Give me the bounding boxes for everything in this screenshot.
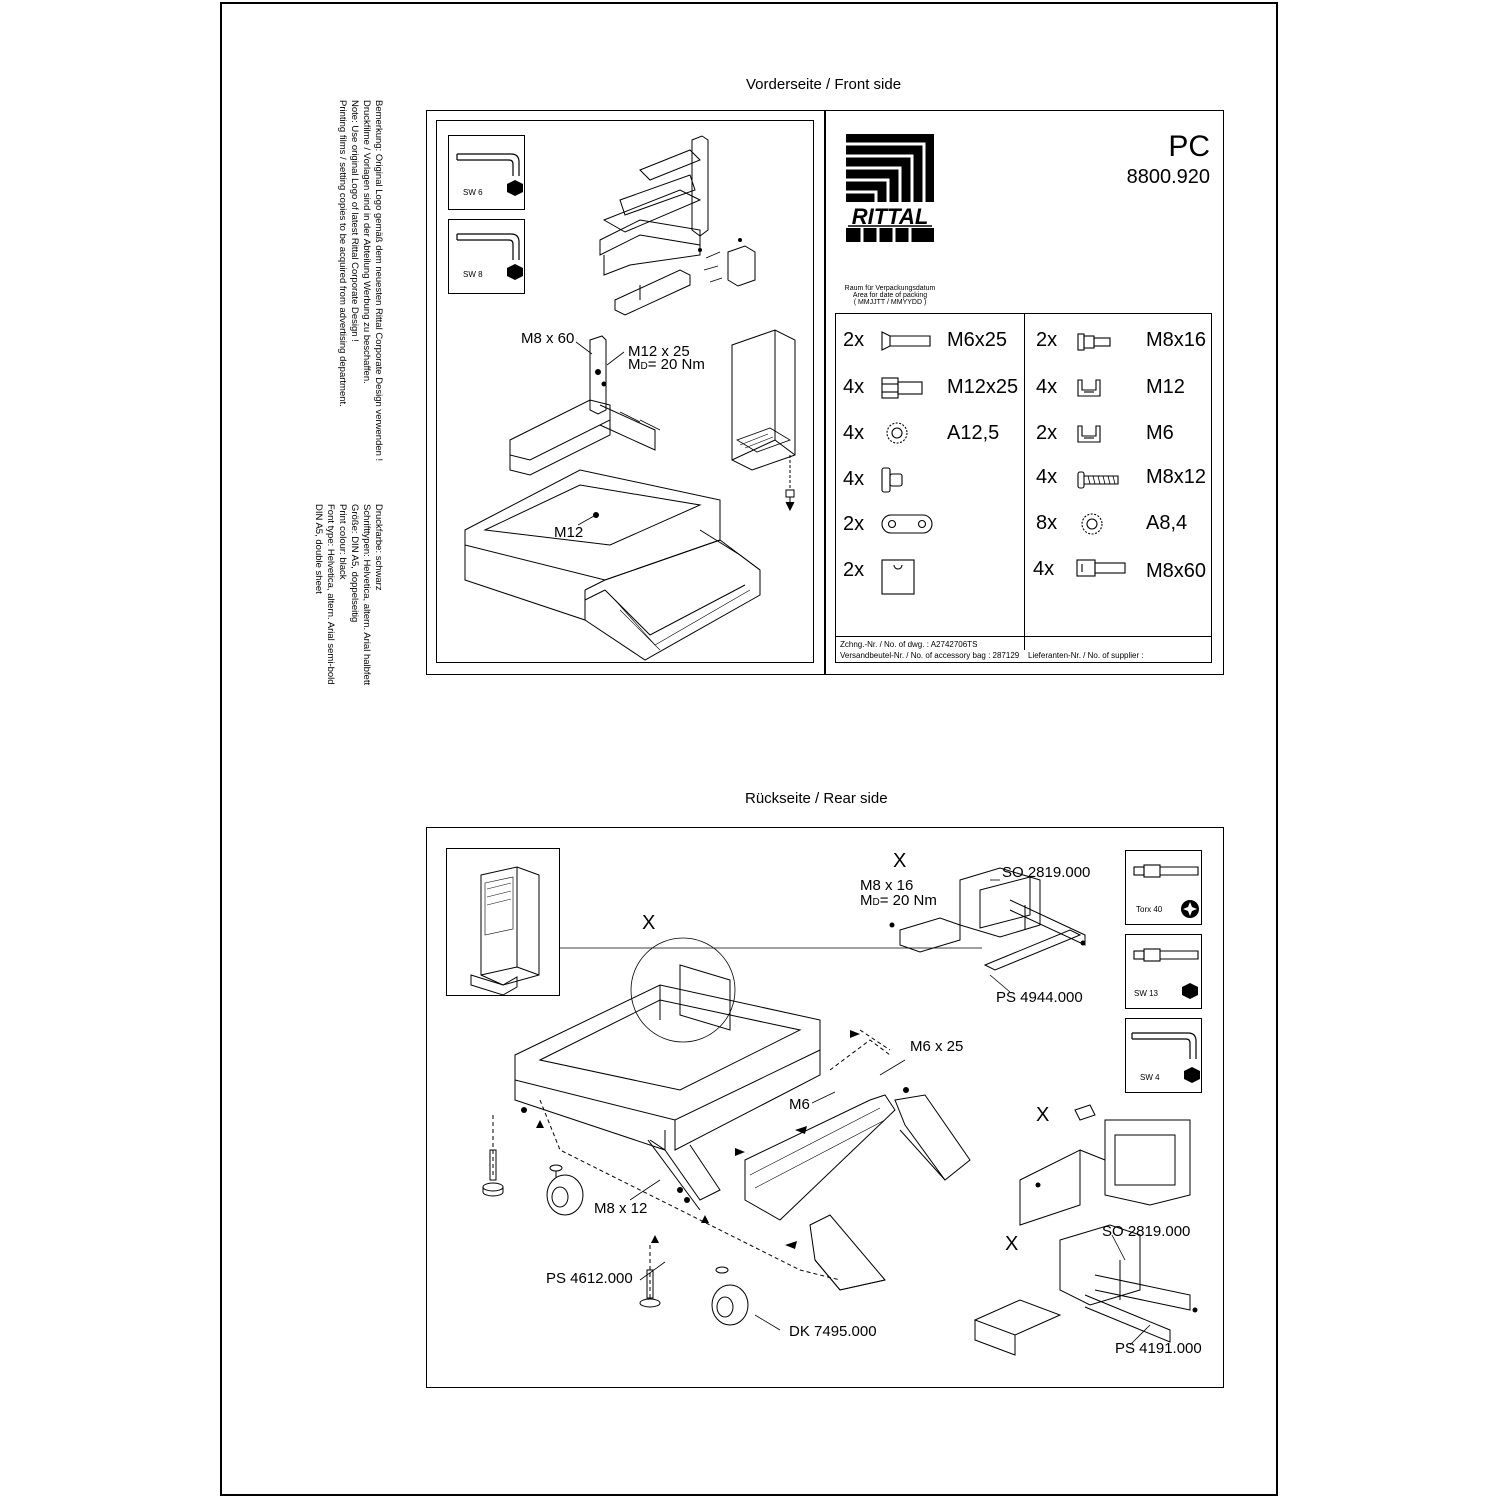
callout-m12: M12 [554,524,584,541]
print-spec-line: Größe: DIN A5, doppelseitig [349,504,360,623]
print-spec-line: Print colour: black [337,504,348,580]
part-size: M12 [1146,376,1185,398]
print-spec-line: Font type: Helvetica, altern. Arial semi-bold [325,504,336,685]
tool-label-torx40: Torx 40 [1136,905,1163,914]
logo-wordmark: RITTAL [851,204,929,229]
part-qty: 4x [1036,376,1058,398]
part-qty: 2x [843,559,865,581]
part-size: M8x16 [1146,329,1207,351]
callout-so2819-top: SO 2819.000 [1002,864,1091,881]
packing-date-en: Area for date of packing [852,292,928,299]
packing-date-de: Raum für Verpackungsdatum [844,285,936,292]
remark-line: Bemerkung: Original Logo gemäß dem neuesten Rittal Corporate Design verwenden ! [373,100,384,462]
callout-m8x16: M8 x 16 [860,877,914,894]
remark-line: Note: Use original Logo of latest Rittal Corporate Design ! [349,100,360,342]
part-qty: 2x [1036,329,1058,351]
part-qty: 2x [843,513,865,535]
detail-marker-x: X [642,912,656,934]
part-qty: 2x [1036,422,1058,444]
part-qty: 4x [1033,558,1055,580]
rear-side-title: Rückseite / Rear side [745,790,888,807]
callout-dk7495: DK 7495.000 [789,1323,877,1340]
tool-label-sw8: SW 8 [463,270,483,279]
tool-label-sw13: SW 13 [1134,989,1159,998]
callout-ps4612: PS 4612.000 [546,1270,633,1287]
accessory-bag-number: Versandbeutel-Nr. / No. of accessory bag : 287129 [840,651,1020,660]
print-spec-line: Schrifttypen: Helvetica, altern. Arial halbfett [361,504,372,686]
part-size: M6x25 [947,329,1008,351]
callout-m8x12: M8 x 12 [594,1200,648,1217]
packing-date-format: ( MMJJTT / MMYYDD ) [853,299,927,306]
drawing-number: Zchng.-Nr. / No. of dwg. : A2742706TS [840,640,978,649]
part-number: 8800.920 [1126,166,1210,188]
product-code: PC [1168,130,1210,163]
detail-marker-x: X [1005,1233,1019,1255]
part-size: A8,4 [1146,512,1188,534]
callout-torque-rear: MD= 20 Nm [860,892,937,909]
detail-marker-x: X [1036,1104,1050,1126]
print-spec-line: DIN A5, double sheet [313,504,324,594]
part-qty: 4x [843,376,865,398]
part-qty: 4x [1036,466,1058,488]
part-qty: 4x [843,468,865,490]
callout-ps4944: PS 4944.000 [996,989,1083,1006]
remark-line: Printing films / setting copies to be acquired from advertising department. [337,100,348,407]
callout-m8x60: M8 x 60 [521,330,575,347]
part-size: A12,5 [947,422,1000,444]
part-size: M6 [1146,422,1174,444]
callout-so2819-bottom: SO 2819.000 [1102,1223,1191,1240]
part-size: M12x25 [947,376,1019,398]
tool-label-sw4: SW 4 [1140,1073,1160,1082]
part-size: M8x12 [1146,466,1207,488]
callout-ps4191: PS 4191.000 [1115,1340,1202,1357]
tool-label-sw6: SW 6 [463,188,483,197]
part-size: M8x60 [1146,560,1207,582]
callout-m6: M6 [789,1096,810,1113]
supplier-number: Lieferanten-Nr. / No. of supplier : [1028,651,1144,660]
part-qty: 2x [843,329,865,351]
callout-torque: MD= 20 Nm [628,356,705,373]
detail-marker-x: X [893,850,907,872]
callout-m6x25: M6 x 25 [910,1038,964,1055]
part-qty: 4x [843,422,865,444]
front-side-title: Vorderseite / Front side [746,76,902,93]
part-qty: 8x [1036,512,1058,534]
callout-m12x25: M12 x 25 [628,343,690,360]
print-spec-line: Druckfarbe: schwarz [373,504,384,591]
remark-line: Druckfilme / Vorlagen sind in der Abteilung Werbung zu beschaffen. [361,100,372,384]
